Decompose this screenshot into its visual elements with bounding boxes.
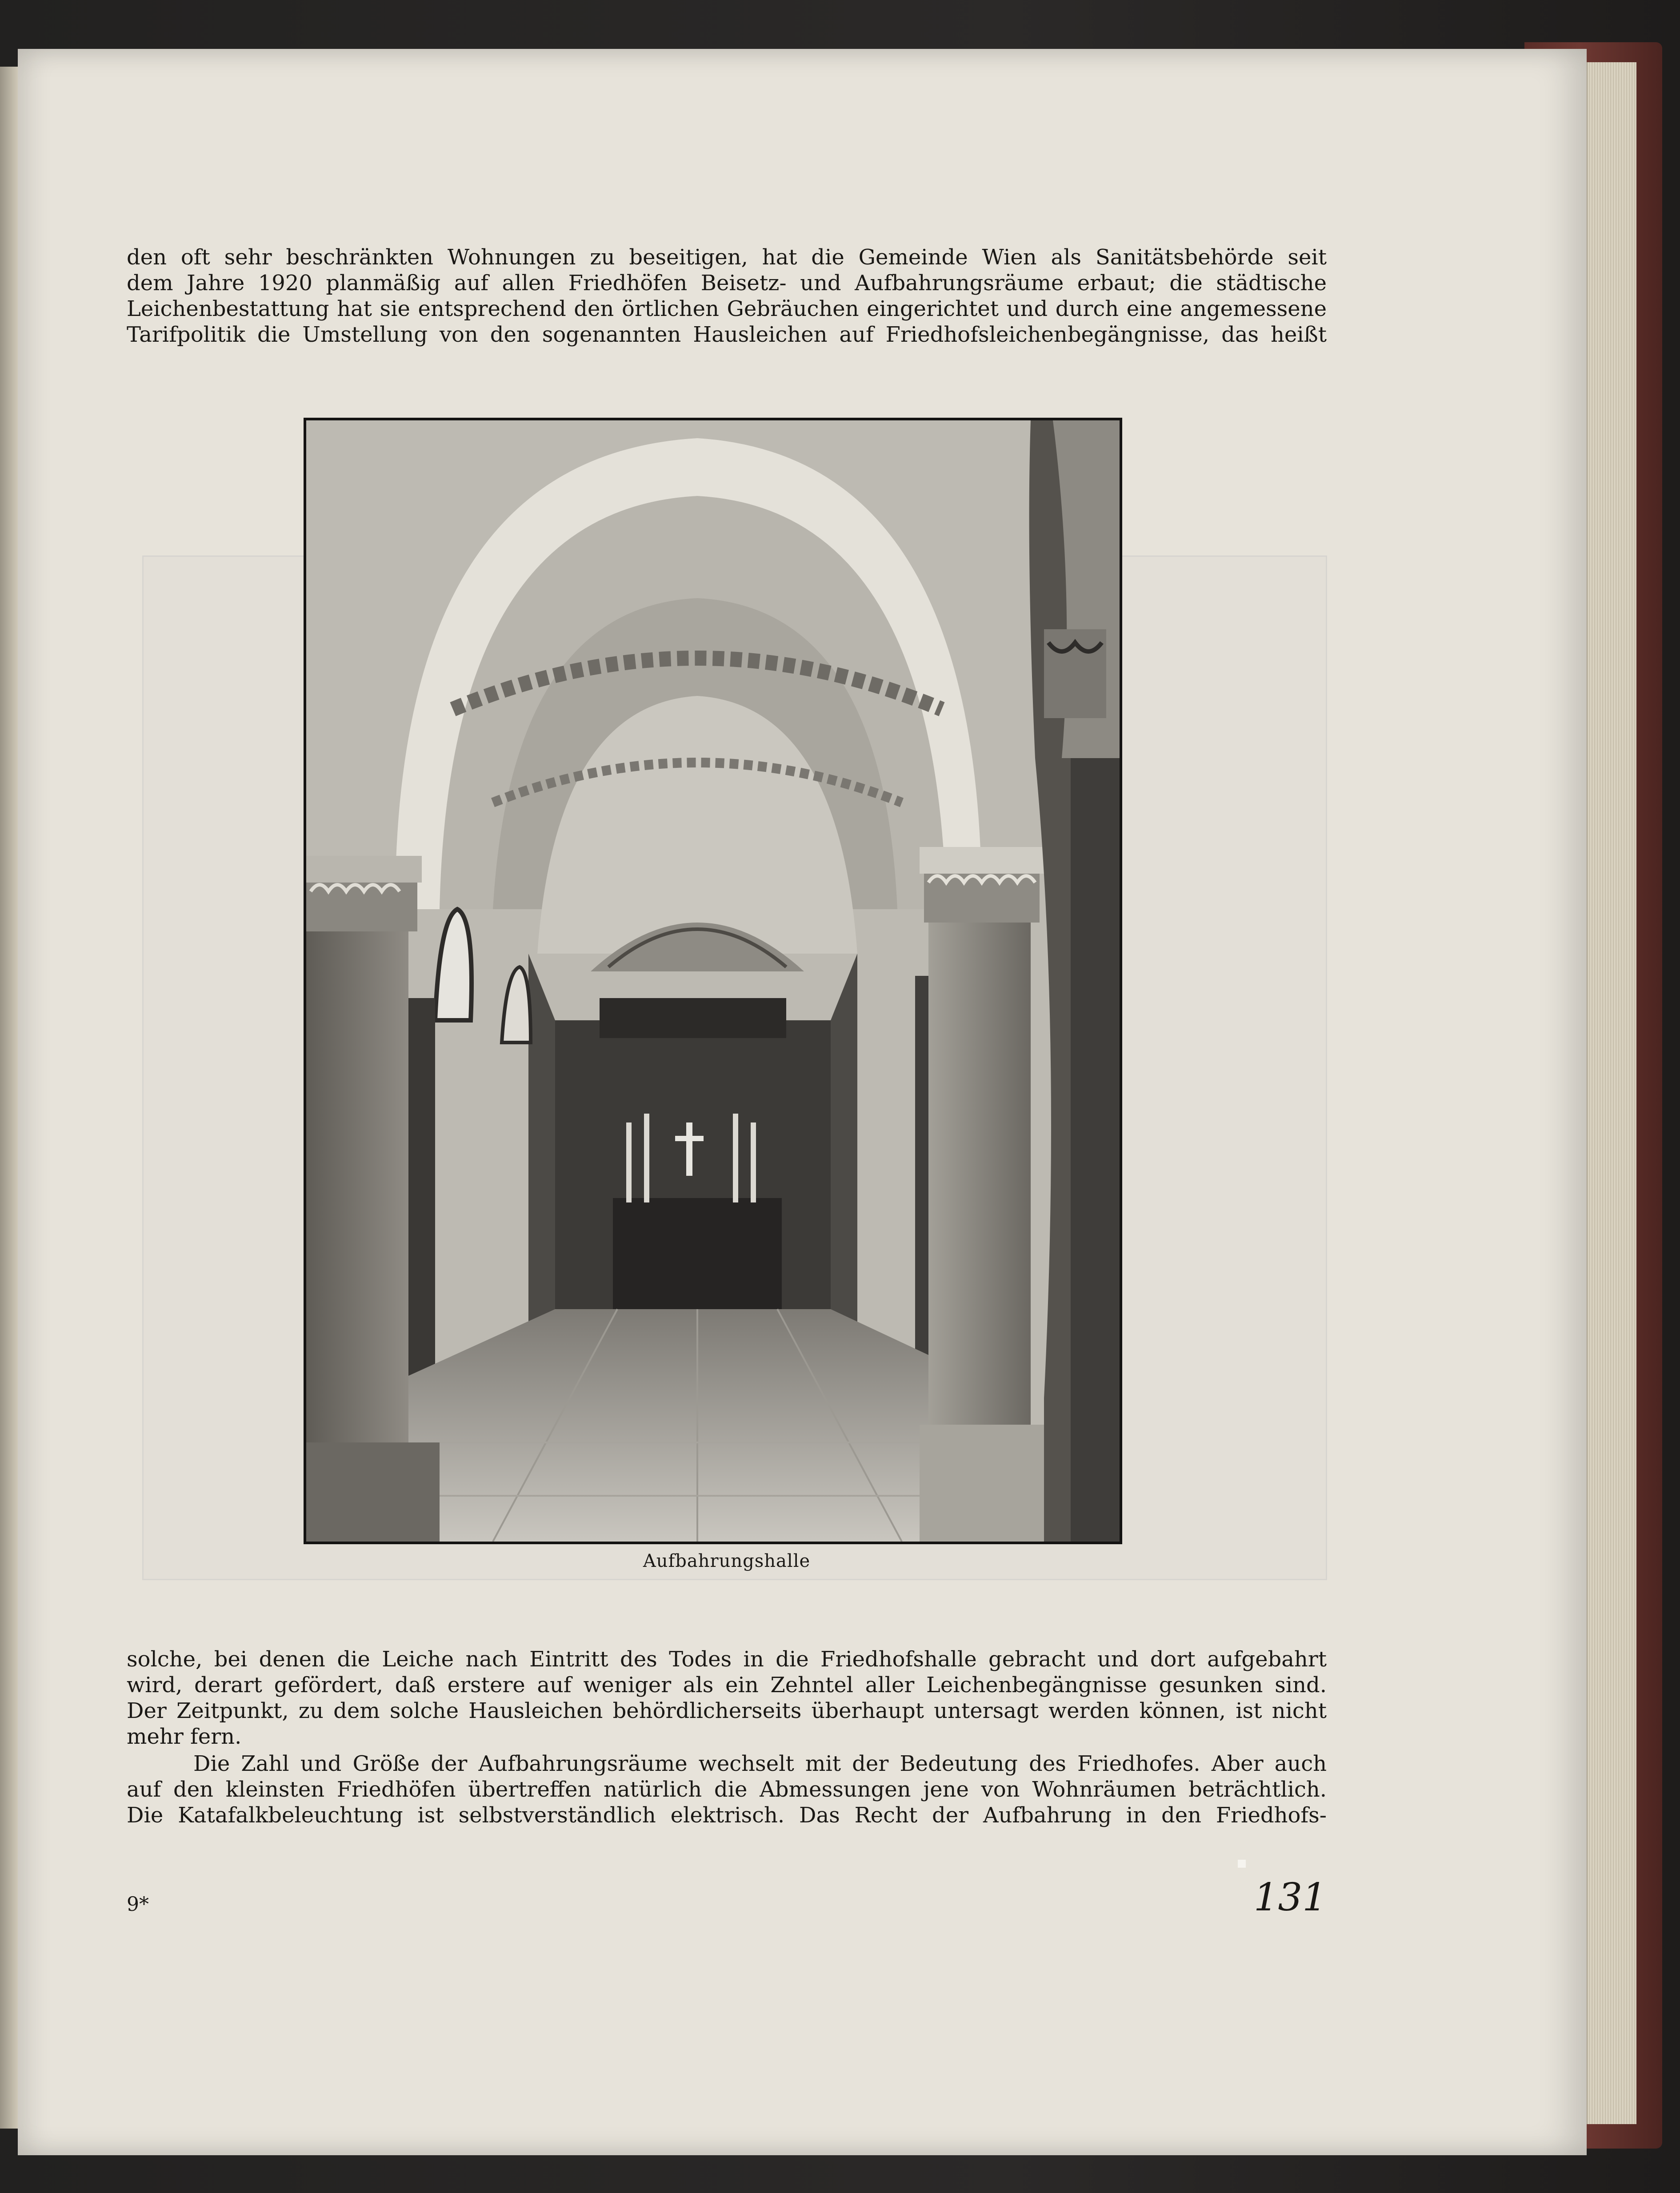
text-line: solche, bei denen die Leiche nach Eintritt des Todes in die Friedhofshalle gebracht und dort aufgebahrt (127, 1647, 1327, 1672)
book-page (18, 49, 1587, 2155)
text-line: Der Zeitpunkt, zu dem solche Hausleichen behördlicherseits überhaupt untersagt werden können, ist nicht (127, 1698, 1327, 1723)
right-page-stack (1587, 62, 1636, 2124)
left-page-stack (0, 67, 18, 2129)
paragraph-next (127, 1751, 1327, 1828)
text-line: dem Jahre 1920 planmäßig auf allen Friedhöfen Beisetz- und Aufbahrungsräume erbaut; die städtische (127, 271, 1327, 296)
signature-mark: 9* (127, 1893, 149, 1916)
text-line: auf den kleinsten Friedhöfen übertreffen natürlich die Abmessungen jene von Wohnräumen beträchtlich. (127, 1777, 1327, 1802)
text-line: mehr fern. (127, 1724, 242, 1749)
paper-speck (1238, 1860, 1246, 1868)
text-line: Die Katafalkbeleuchtung ist selbstverständlich elektrisch. Das Recht der Aufbahrung in den Friedhofs- (127, 1803, 1327, 1828)
text-line: Leichenbestattung hat sie entsprechend den örtlichen Gebräuchen eingerichtet und durch eine angemessene (127, 296, 1327, 321)
paragraph-continued (127, 1646, 1327, 1750)
paragraph-top (127, 244, 1327, 348)
figure-photo (304, 418, 1122, 1544)
text-line: wird, derart gefördert, daß erstere auf weniger als ein Zehntel aller Leichenbegängnisse gesunken sind. (127, 1673, 1327, 1698)
text-line: Die Zahl und Größe der Aufbahrungsräume wechselt mit der Bedeutung des Friedhofes. Aber auch (193, 1751, 1327, 1776)
chapel-interior-photo (306, 420, 1120, 1542)
figure-caption: Aufbahrungshalle (643, 1551, 811, 1571)
text-line: Tarifpolitik die Umstellung von den sogenannten Hausleichen auf Friedhofsleichenbegängnisse, das heißt (127, 322, 1327, 347)
text-line: den oft sehr beschränkten Wohnungen zu beseitigen, hat die Gemeinde Wien als Sanitätsbehörde seit (127, 245, 1327, 270)
page-number: 131 (1253, 1875, 1327, 1920)
